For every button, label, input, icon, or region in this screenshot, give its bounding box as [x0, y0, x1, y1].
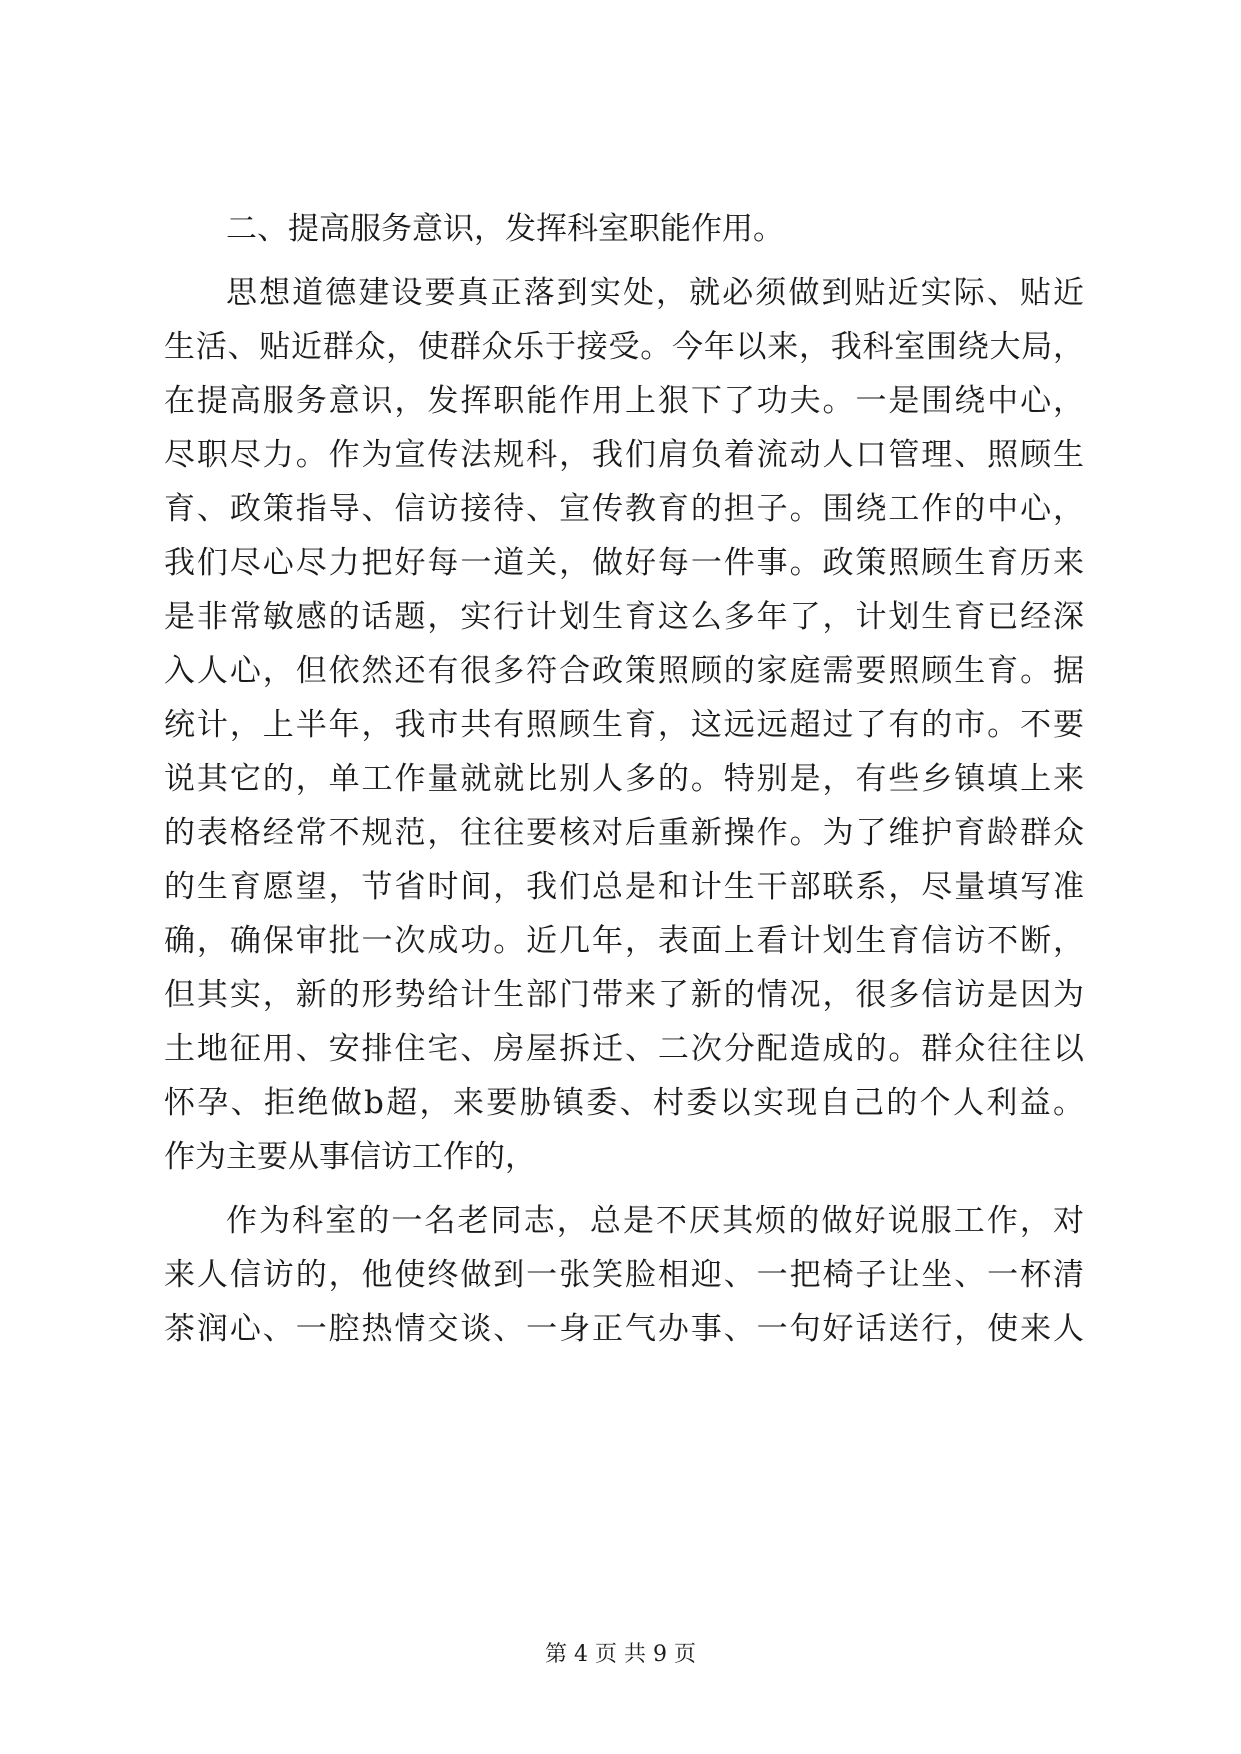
section-heading: 二、提高服务意识，发挥科室职能作用。 [226, 211, 784, 247]
paragraph-gap [164, 256, 1084, 266]
paragraph-line: 茶润心、一腔热情交谈、一身正气办事、一句好话送行，使来人 [164, 1311, 1084, 1347]
paragraph-line: 生活、贴近群众，使群众乐于接受。今年以来，我科室围绕大局， [164, 329, 1084, 365]
paragraph-line: 但其实，新的形势给计生部门带来了新的情况，很多信访是因为 [164, 977, 1084, 1013]
paragraph-2 [164, 1194, 1084, 1356]
paragraph-line: 来人信访的，他使终做到一张笑脸相迎、一把椅子让坐、一杯清 [164, 1257, 1084, 1293]
paragraph-line: 统计，上半年，我市共有照顾生育，这远远超过了有的市。不要 [164, 707, 1084, 743]
paragraph-line: 育、政策指导、信访接待、宣传教育的担子。围绕工作的中心， [164, 491, 1084, 527]
document-body [164, 202, 1084, 1356]
paragraph-line: 是非常敏感的话题，实行计划生育这么多年了，计划生育已经深 [164, 599, 1084, 635]
paragraph-line: 怀孕、拒绝做b超，来要胁镇委、村委以实现自己的个人利益。 [164, 1085, 1084, 1121]
paragraph-gap [164, 1184, 1084, 1194]
paragraph-line: 思想道德建设要真正落到实处，就必须做到贴近实际、贴近 [226, 275, 1084, 311]
paragraph-line: 的表格经常不规范，往往要核对后重新操作。为了维护育龄群众 [164, 815, 1084, 851]
paragraph-line: 确，确保审批一次成功。近几年，表面上看计划生育信访不断， [164, 923, 1084, 959]
paragraph-line: 的生育愿望，节省时间，我们总是和计生干部联系，尽量填写准 [164, 869, 1084, 905]
paragraph-line: 在提高服务意识，发挥职能作用上狠下了功夫。一是围绕中心， [164, 383, 1084, 419]
paragraph-line: 土地征用、安排住宅、房屋拆迁、二次分配造成的。群众往往以 [164, 1031, 1084, 1067]
paragraph-line: 尽职尽力。作为宣传法规科，我们肩负着流动人口管理、照顾生 [164, 437, 1084, 473]
paragraph-line: 作为科室的一名老同志，总是不厌其烦的做好说服工作，对 [226, 1203, 1084, 1239]
page-number-footer: 第 4 页 共 9 页 [545, 1642, 696, 1667]
paragraph-line: 说其它的，单工作量就就比别人多的。特别是，有些乡镇填上来 [164, 761, 1084, 797]
paragraph-line: 作为主要从事信访工作的， [164, 1139, 536, 1175]
paragraph-line: 我们尽心尽力把好每一道关，做好每一件事。政策照顾生育历来 [164, 545, 1084, 581]
paragraph-1 [164, 266, 1084, 1184]
paragraph-line: 入人心，但依然还有很多符合政策照顾的家庭需要照顾生育。据 [164, 653, 1084, 689]
